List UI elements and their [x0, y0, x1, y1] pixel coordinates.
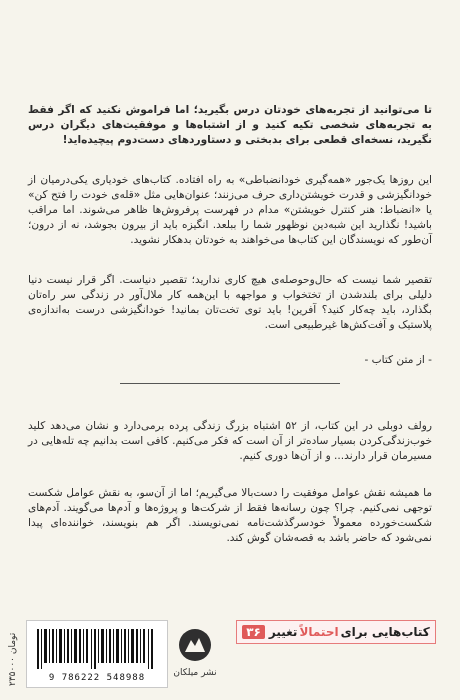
series-suffix: تغییر — [268, 625, 298, 639]
barcode-number: 9 786222 548988 — [48, 673, 146, 683]
series-label — [236, 620, 436, 644]
body-paragraph-2: تقصیر شما نیست که حال‌وحوصله‌ی هیچ کاری ندارید؛ تقصیر دنیاست. اگر قرار نیست دنیا دلیلی برای بلندشدن از تختخواب و مواجهه با این‌همه کار ملال‌آور در زندگی سر راه‌تان بگذارد، باید چه‌کار کنید؟ آفرین! باید توی تخت‌تان بمانید! خودانگیزشی درست به‌اندازه‌ی پلاستیک و آفت‌کش‌ها غیرطبیعی است. — [28, 273, 432, 331]
barcode-icon — [37, 629, 157, 669]
intro-paragraph: تا می‌توانید از تجربه‌های خودتان درس بگیرید؛ اما فراموش نکنید که اگر فقط به تجربه‌های شخصی تکیه کنید و از اشتباه‌ها و موفقیت‌های دیگران درس نگیرید، نسخه‌ای قطعی برای بدبختی و دستاوردهای دست‌دوم پیچیده‌اید! — [28, 103, 432, 146]
body-paragraph-1: این روزها یک‌جور «همه‌گیری خودانضباطی» به راه افتاده. کتاب‌های خودیاری یکی‌درمیان از خودانگیزشی و قدرت خویشتن‌داری حرف می‌زنند؛ عنوان‌هایی مثل «قله‌ی خودت را فتح کن» یا «انضباط: هنر کنترل خویشتن» مدام در فهرست پرفروش‌ها ظاهر می‌شوند. اما مراقب باشید! نگذارید این شبه‌دین نوظهور شما را ببلعد. انگیزه باید از بیرون بجوشد، نه از درون؛ آن‌طور که نویسندگان این کتاب‌ها می‌خواهند به خودتان بدهکار نشوید. — [28, 173, 432, 246]
barcode — [26, 620, 168, 688]
cover-footer — [0, 606, 460, 700]
source-note: - از متن کتاب - — [364, 353, 432, 366]
price-label: ۲۳۵۰۰۰ تومان — [8, 632, 18, 686]
series-highlight: احتمالاً — [299, 625, 339, 639]
series-number: ۳۶ — [242, 625, 265, 639]
publisher-name: نشر میلکان — [173, 668, 217, 678]
section-divider — [120, 383, 340, 384]
body-paragraph-3: رولف دوبلی در این کتاب، از ۵۲ اشتباه بزرگ زندگی پرده برمی‌دارد و نشان می‌دهد کلید خوب‌زندگی‌کردن بسیار ساده‌تر از آن است که فکر می‌کنیم. کافی است بدانیم چه تله‌هایی در مسیرمان قرار دارند... و از آن‌ها دوری کنیم. — [28, 419, 432, 462]
series-prefix: کتاب‌هایی برای — [340, 625, 430, 639]
publisher-logo-icon — [178, 628, 212, 662]
body-paragraph-4: ما همیشه نقش عوامل موفقیت را دست‌بالا می‌گیریم؛ اما از آن‌سو، به نقش عوامل شکست توجهی نمی‌کنیم. چرا؟ چون رسانه‌ها فقط از شرکت‌ها و پروژه‌ها و آدم‌ها می‌گویند. آدم‌های شکست‌خورده معمولاً خودسرگذشت‌نامه نمی‌نویسند. اگر هم بنویسند، خواننده‌ای پیدا نمی‌شود که حاضر باشد به قصه‌شان گوش کند. — [28, 486, 432, 544]
